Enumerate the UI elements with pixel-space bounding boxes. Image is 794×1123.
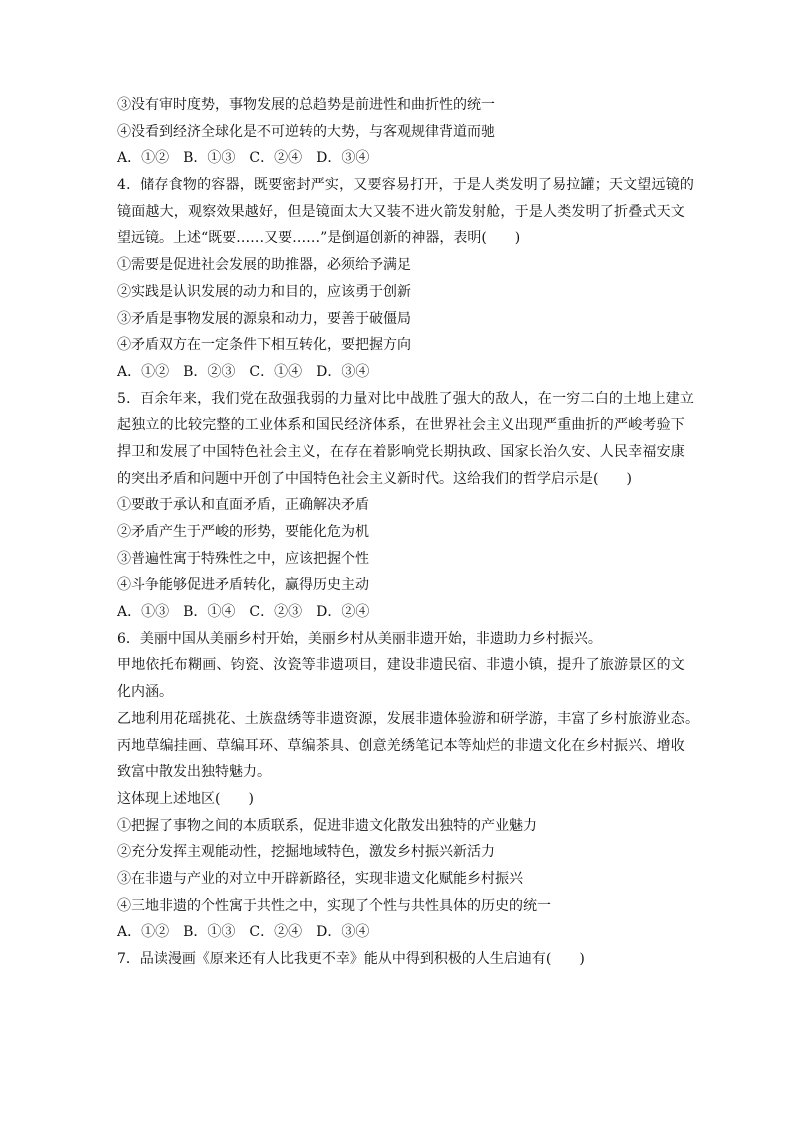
q4-choices: A．①② B．②③ C．①④ D．③④: [117, 363, 370, 380]
q5-option-4: ④斗争能够促进矛盾转化，赢得历史主动: [117, 577, 369, 594]
q6-option-1: ①把握了事物之间的本质联系，促进非遗文化散发出独特的产业魅力: [117, 817, 537, 834]
q5-stem-line-4: 的突出矛盾和问题中开创了中国特色社会主义新时代。这给我们的哲学启示是( ): [117, 470, 632, 487]
q5-option-3: ③普遍性寓于特殊性之中，应该把握个性: [117, 550, 369, 567]
q6-stem-line-2: 甲地依托布糊画、钧瓷、汝瓷等非遗项目，建设非遗民宿、非遗小镇，提升了旅游景区的文: [117, 657, 685, 674]
q6-option-4: ④三地非遗的个性寓于共性之中，实现了个性与共性具体的历史的统一: [117, 897, 551, 914]
q6-stem-line-3: 化内涵。: [117, 684, 173, 701]
q3-option-3: ③没有审时度势，事物发展的总趋势是前进性和曲折性的统一: [117, 97, 495, 113]
q5-option-1: ①要敢于承认和直面矛盾，正确解决矛盾: [117, 497, 369, 514]
q5-option-2: ②矛盾产生于严峻的形势，要能化危为机: [117, 524, 369, 540]
q5-stem-line-1: 5．百余年来，我们党在敌强我弱的力量对比中战胜了强大的敌人，在一穷二白的土地上建立: [117, 390, 695, 407]
q6-option-2: ②充分发挥主观能动性，挖掘地域特色，激发乡村振兴新活力: [117, 844, 495, 861]
q4-option-3: ③矛盾是事物发展的源泉和动力，要善于破僵局: [117, 310, 411, 327]
q6-stem-line-1: 6．美丽中国从美丽乡村开始，美丽乡村从美丽非遗开始，非遗助力乡村振兴。: [117, 630, 602, 647]
q6-option-3: ③在非遗与产业的对立中开辟新路径，实现非遗文化赋能乡村振兴: [117, 870, 523, 887]
q4-option-4: ④矛盾双方在一定条件下相互转化，要把握方向: [117, 337, 411, 354]
q6-stem-line-5: 丙地草编挂画、草编耳环、草编茶具、创意羌绣笔记本等灿烂的非遗文化在乡村振兴、增收: [117, 737, 685, 754]
q4-stem-line-3: 望远镜。上述“既要……又要……”是倒逼创新的神器，表明( ): [117, 230, 521, 247]
q6-stem-line-7: 这体现上述地区( ): [117, 790, 254, 807]
q6-choices: A．①② B．①③ C．②④ D．③④: [117, 924, 370, 941]
q6-stem-line-4: 乙地利用花瑶挑花、土族盘绣等非遗资源，发展非遗体验游和研学游，丰富了乡村旅游业态。: [117, 710, 700, 727]
q5-stem-line-2: 起独立的比较完整的工业体系和国民经济体系，在世界社会主义出现严重曲折的严峻考验下: [117, 417, 685, 434]
q3-option-4: ④没看到经济全球化是不可逆转的大势，与客观规律背道而驰: [117, 123, 495, 140]
q7-stem-line-1: 7．品读漫画《原来还有人比我更不幸》能从中得到积极的人生启迪有( ): [117, 951, 585, 967]
question-text-block: [117, 92, 700, 973]
q4-option-1: ①需要是促进社会发展的助推器，必须给予满足: [117, 257, 411, 274]
q5-stem-line-3: 捍卫和发展了中国特色社会主义，在存在着影响党长期执政、国家长治久安、人民幸福安康: [117, 443, 685, 460]
q4-stem-line-1: 4．储存食物的容器，既要密封严实，又要容易打开，于是人类发明了易拉罐；天文望远镜的: [117, 177, 695, 194]
q4-stem-line-2: 镜面越大，观察效果越好，但是镜面太大又装不进火箭发射舱，于是人类发明了折叠式天文: [117, 203, 685, 220]
q3-choices: A．①② B．①③ C．②④ D．③④: [117, 150, 370, 167]
q6-stem-line-6: 致富中散发出独特魅力。: [117, 764, 271, 781]
q5-choices: A．①③ B．①④ C．②③ D．②④: [117, 604, 370, 621]
q4-option-2: ②实践是认识发展的动力和目的，应该勇于创新: [117, 283, 411, 300]
